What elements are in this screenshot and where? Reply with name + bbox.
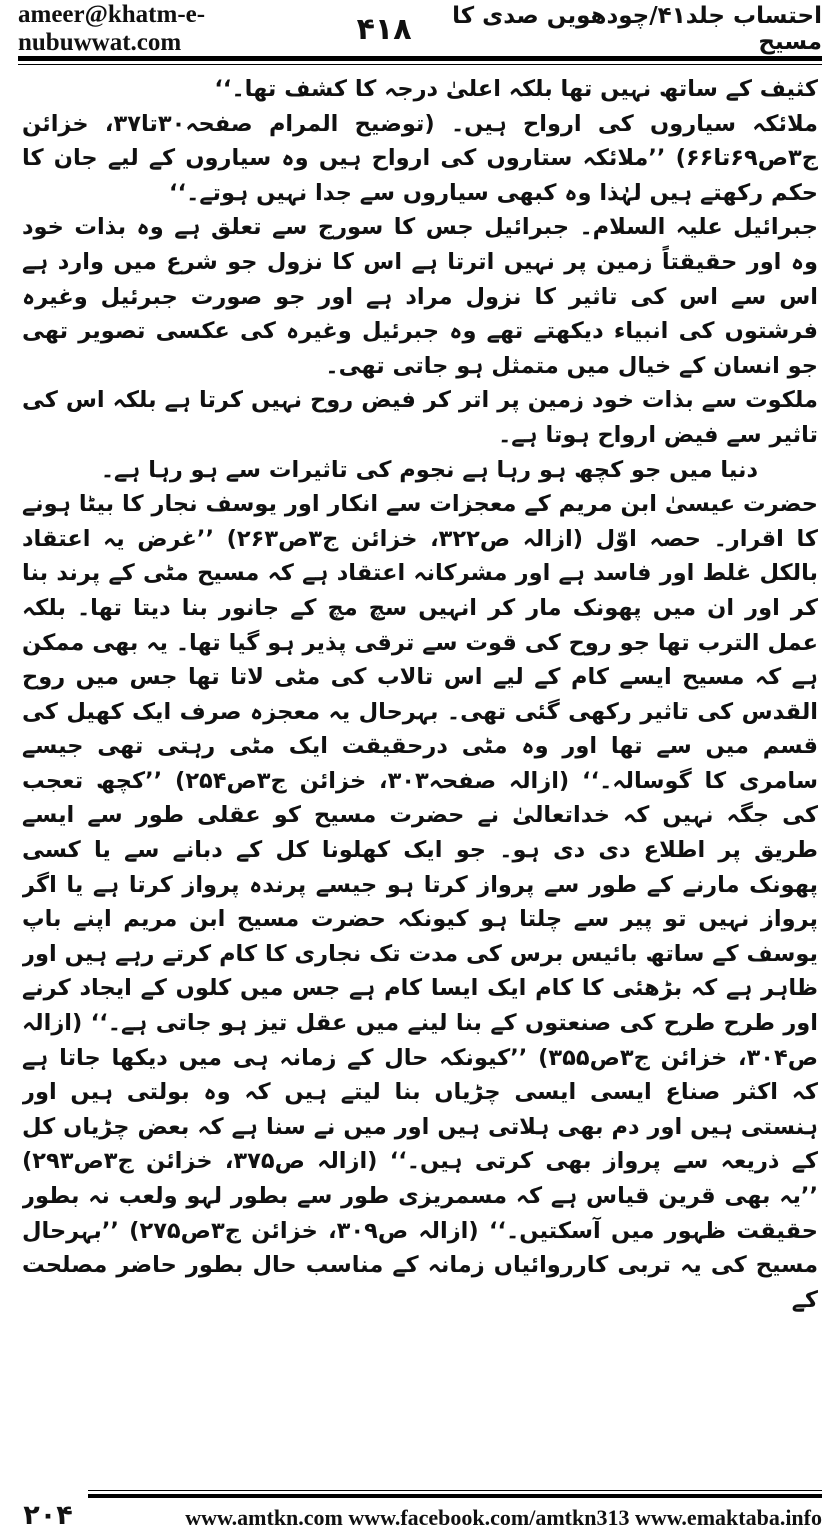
footer-rule-thick (88, 1494, 822, 1498)
paragraph: ملائکہ سیاروں کی ارواح ہیں۔ (توضیح المرام صفحہ۳۰تا۳۷، خزائن ج۳ص۶۹تا۶۶) ’’ملائکہ ستاروں کی ارواح ہیں وہ سیاروں کے لیے جان کا حکم رکھتے ہیں لہٰذا وہ کبھی سیاروں سے جدا نہیں ہوتے۔‘‘ (22, 110, 818, 206)
footer-links: www.amtkn.com www.facebook.com/amtkn313 www.emaktaba.info (185, 1505, 822, 1530)
page-header (18, 1, 822, 56)
header-rule-thick (18, 56, 822, 61)
header-page-number: ۴۱۸ (356, 11, 412, 47)
page-footer (18, 1490, 822, 1536)
paragraph: جبرائیل علیہ السلام۔ جبرائیل جس کا سورج سے تعلق ہے وہ بذات خود وہ اور حقیقتاً زمین پر نہیں اترتا ہے اس کا نزول جو شرع میں وارد ہے اس سے اس کی تاثیر کا نزول مراد ہے اور جو صورت جبرئیل وغیرہ فرشتوں کی انبیاء دیکھتے تھے وہ جبرئیل وغیرہ کی عکسی تصویر تھی جو انسان کے خیال میں متمثل ہو جاتی تھی۔ (22, 214, 818, 379)
paragraph: حضرت عیسیٰ ابن مریم کے معجزات سے انکار اور یوسف نجار کا بیٹا ہونے کا اقرار۔ حصہ اوّل (ازالہ ص۳۲۲، خزائن ج۳ص۲۶۳) ’’غرض یہ اعتقاد بالکل غلط اور فاسد ہے اور مشرکانہ اعتقاد ہے کہ مسیح مٹی کے پرند بنا کر اور ان میں پھونک مار کر انہیں سچ مچ کے جانور بنا دیتا تھا۔ بلکہ عمل الترب تھا جو روح کی قوت سے ترقی پذیر ہو گیا تھا۔ یہ بھی ممکن ہے کہ مسیح ایسے کام کے لیے اس تالاب کی مٹی لاتا تھا جس میں روح القدس کی تاثیر رکھی گئی تھی۔ بہرحال یہ معجزہ صرف ایک کھیل کی قسم میں سے تھا اور وہ مٹی درحقیقت ایک مٹی رہتی تھی جیسے سامری کا گوسالہ۔‘‘ (ازالہ صفحہ۳۰۳، خزائن ج۳ص۲۵۴) ’’کچھ تعجب کی جگہ نہیں کہ خداتعالیٰ نے حضرت مسیح کو عقلی طور سے ایسے طریق پر اطلاع دی دی ہو۔ جو ایک کھلونا کل کے دبانے سے یا کسی پھونک مارنے کے طور سے پرواز کرتا ہو جیسے پرندہ پرواز کرتا ہے یا اگر پرواز نہیں تو پیر سے چلتا ہو کیونکہ حضرت مسیح ابن مریم اپنے باپ یوسف کے ساتھ بائیس برس کی مدت تک نجاری کا کام کرتے رہے ہیں اور ظاہر ہے کہ بڑھئی کا کام ایک ایسا کام ہے جس میں کلوں کے ایجاد کرنے اور طرح طرح کی صنعتوں کے بنا لینے میں عقل تیز ہو جاتی ہے۔‘‘ (ازالہ ص۳۰۴، خزائن ج۳ص۳۵۵) ’’کیونکہ حال کے زمانہ ہی میں دیکھا جاتا ہے کہ اکثر صناع ایسی ایسی چڑیاں بنا لیتے ہیں کہ وہ بولتی ہیں اور ہنستی ہیں اور دم بھی ہلاتی ہیں اور میں نے سنا ہے کہ بعض چڑیاں کل کے ذریعہ سے پرواز بھی کرتی ہیں۔‘‘ (ازالہ ص۳۷۵، خزائن ج۳ص۲۹۳) ’’یہ بھی قرین قیاس ہے کہ مسمریزی طور سے بطور لہو ولعب نہ بطور حقیقت ظہور میں آسکتیں۔‘‘ (ازالہ ص۳۰۹، خزائن ج۳ص۲۷۵) ’’بہرحال مسیح کی یہ تربی کارروائیاں زمانہ کے مناسب حال بطور حاضر مصلحت کے (22, 491, 818, 1313)
footer-page-number: ۲۰۴ (23, 1499, 73, 1531)
paragraph: دنیا میں جو کچھ ہو رہا ہے نجوم کی تاثیرات سے ہو رہا ہے۔ (100, 456, 758, 483)
header-title: احتساب جلد۴۱/چودھویں صدی کا مسیح (452, 3, 822, 55)
header-email: ameer@khatm-e-nubuwwat.com (18, 1, 206, 56)
footer-rule-thin (88, 1490, 822, 1491)
header-rule-thin (18, 64, 822, 65)
paragraph: کثیف کے ساتھ نہیں تھا بلکہ اعلیٰ درجہ کا کشف تھا۔‘‘ (214, 76, 818, 102)
header-left (18, 1, 412, 57)
body-text (22, 72, 818, 1458)
paragraph: ملکوت سے بذات خود زمین پر اتر کر فیض روح نہیں کرتا ہے بلکہ اس کی تاثیر سے فیض ارواح ہوتا ہے۔ (22, 387, 818, 448)
